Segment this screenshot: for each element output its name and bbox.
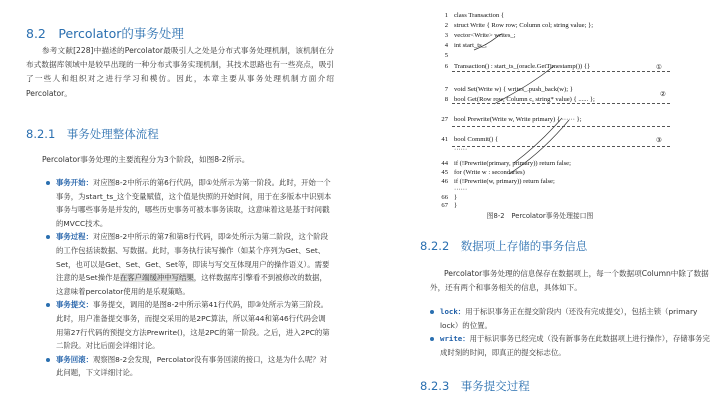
code-figure (434, 8, 664, 208)
code-line: int start_ts_; (454, 42, 487, 49)
code-line: for (Write w : secondaries) (454, 169, 525, 176)
section-title: 8.2 Percolator的事务处理 (26, 26, 184, 41)
marker-3: ③ (656, 137, 662, 144)
line-number: 4 (444, 42, 448, 49)
code-line: vector<Write> writes_; (454, 32, 516, 39)
intro-paragraph: 参考文献[228]中描述的Percolator最吸引人之处是分布式事务处理机制，该机制在分布式数据库领域中是较早出现的一种分布式事务实现机制，其技术思路也有一些亮点，吸引了一些人和组织对之进行学习和模仿。因此，本章主要从事务处理机制方面介绍Percolator。 (26, 46, 334, 98)
line-number: 7 (444, 86, 448, 93)
right-page (360, 0, 720, 406)
list-item (430, 305, 710, 332)
code-line: class Transaction { (454, 12, 505, 19)
highlighted-text: 在客户端缓冲中写结果 (119, 273, 194, 283)
line-number: 2 (444, 22, 448, 29)
bullet-term: 事务开始： (56, 178, 93, 187)
storage-paragraph: Percolator事务处理的信息保存在数据项上，每一个数据项Column中除了数据外，还有两个和事务相关的信息，具体如下。 (430, 269, 709, 292)
bullet-term: 事务过程： (56, 232, 93, 242)
list-item (46, 298, 332, 352)
bullet-text: 对应图8-2中所示的第7和第8行代码，即②处所示为第二阶段，这个阶段的工作包括读数据、写数据。此时，事务执行读写操作（如某个序列为Get、Set、Set，也可以是Get、Set、Get、Set等，即读与写交互体现用户的操作语义）。需要注意的是Set操作是 (56, 232, 330, 283)
bullet-text: 用于标识事务正在提交阶段内（还没有完成提交），包括主锁（primary lock）的位置。 (440, 307, 698, 330)
bullet-text: 对应图8-2中所示的第6行代码，即①处所示为第一阶段。此时，开始一个事务，为start_ts_这个变量赋值，这个值是快照的开始时间，用于在多版本中识别本事务与哪些事务是并发的，哪些历史事务可被本事务读取，这意味着这是基于时间戳的MVCC技术。 (56, 178, 332, 228)
bullet-term: 事务提交： (56, 300, 93, 310)
line-number: 44 (441, 160, 448, 167)
code-line: if (!Prewrite(w, primary)) return false; (454, 178, 555, 185)
code-line: Transaction() : start_ts_(oracle.GetTimestamp()) {} (454, 63, 591, 70)
list-item (430, 332, 710, 359)
figure-caption: 图8-2 Percolator事务处理接口图 (486, 212, 594, 220)
line-number: 67 (441, 202, 448, 209)
line-number: 27 (441, 116, 448, 123)
code-line: } (454, 202, 458, 209)
code-line: } (454, 194, 458, 201)
code-line: bool Commit() { (454, 136, 499, 143)
line-number: 41 (441, 136, 448, 143)
list-item (46, 176, 332, 230)
divider (452, 71, 670, 72)
divider (452, 146, 670, 147)
marker-2: ② (660, 91, 666, 98)
line-number: 1 (444, 12, 448, 19)
bullet-text: 事务提交，调用的是图8-2中所示第41行代码，即③处所示为第三阶段。此时，用户准备提交事务，而提交采用的是2PC算法，所以第44和第46行代码会调用第27行代码的预提交方法Prewrite()，这是2PC的第一阶段。之后，进入2PC的第二阶段。对比后面会详细讨论。 (56, 300, 330, 351)
code-line: void Set(Write w) { writes_.push_back(w); } (454, 86, 573, 93)
line-number: 5 (444, 52, 448, 59)
line-number: 45 (441, 169, 448, 176)
divider (452, 103, 670, 104)
line-number: 6 (444, 63, 448, 70)
line-number: 66 (441, 194, 448, 201)
line-number: 46 (441, 178, 448, 185)
code-line: bool Prewrite(Write w, Write primary) { ······ }; (454, 116, 582, 123)
code-line: if (!Prewrite(primary, primary)) return false; (454, 160, 571, 167)
code-line: struct Write { Row row; Column col; string value; }; (454, 22, 594, 29)
bullet-term: write： (440, 334, 470, 344)
line-number: 3 (444, 32, 448, 39)
txn-fields-list (430, 305, 710, 359)
bullet-text: ，这样数据库引擎看不到被修改的数据，这意味着percolator使用的是乐观策略。 (56, 273, 327, 296)
code-line: bool Get(Row row, Column c, string* value) { ...... }; (454, 96, 595, 103)
code-line: ······ (454, 146, 468, 153)
subsection-title-storage: 8.2.2 数据项上存储的事务信息 (420, 239, 588, 253)
marker-1: ① (656, 64, 662, 71)
bullet-text: 用于标识事务已经完成（没有新事务在此数据项上进行操作），存储事务完成时刻的时间，即真正的提交标志位。 (440, 334, 710, 357)
code-line: ······ (454, 186, 468, 193)
subsection-intro: Percolator事务处理的主要流程分为3个阶段，如图8-2所示。 (42, 155, 250, 164)
line-number: 8 (444, 96, 448, 103)
list-item (46, 230, 332, 298)
bullet-term: 事务回滚： (56, 354, 93, 364)
bullet-text: 观察图8-2会发现，Percolator没有事务回滚的接口，这是为什么呢？对此问题，下文详细讨论。 (56, 354, 328, 378)
subsection-title-commit: 8.2.3 事务提交过程 (420, 379, 530, 393)
bullet-term: lock： (440, 307, 466, 316)
divider (452, 126, 670, 127)
list-item (46, 353, 332, 380)
phase-list (46, 176, 332, 380)
subsection-title-overall-flow: 8.2.1 事务处理整体流程 (26, 127, 159, 141)
